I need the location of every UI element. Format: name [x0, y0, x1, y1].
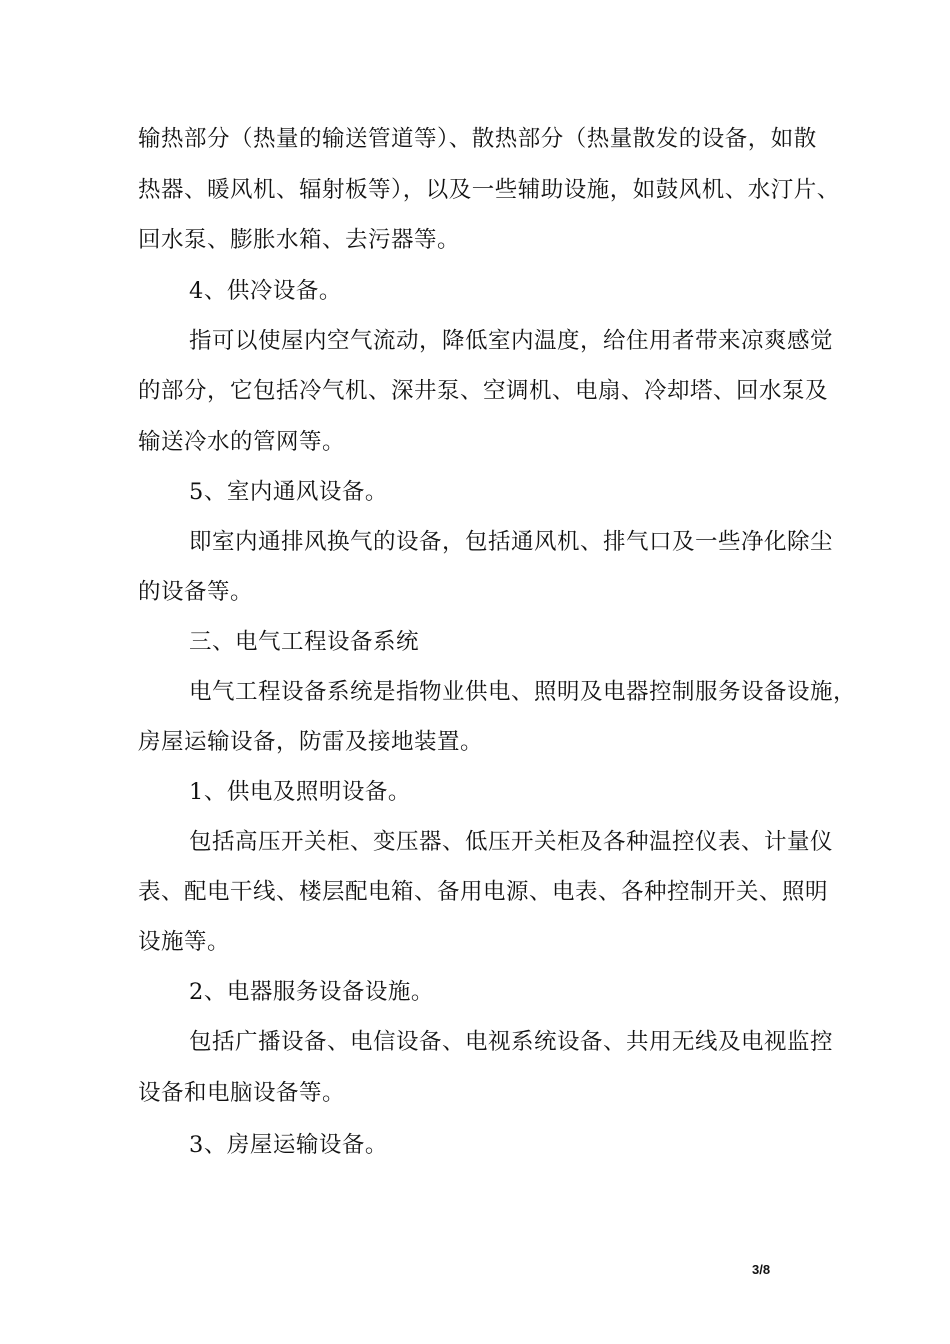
body-line: 输送冷水的管网等。 — [138, 429, 346, 455]
section-heading: 5、室内通风设备。 — [189, 479, 388, 505]
body-line: 即室内通排风换气的设备，包括通风机、排气口及一些净化除尘 — [189, 529, 834, 555]
body-line: 的设备等。 — [138, 579, 254, 605]
section-heading: 2、电器服务设备设施。 — [189, 979, 434, 1005]
body-line: 的部分，它包括冷气机、深井泵、空调机、电扇、冷却塔、回水泵及 — [138, 378, 829, 404]
section-heading: 3、房屋运输设备。 — [189, 1132, 388, 1158]
section-heading: 1、供电及照明设备。 — [189, 779, 411, 805]
body-line: 包括高压开关柜、变压器、低压开关柜及各种温控仪表、计量仪 — [189, 829, 834, 855]
page-number: 3/8 — [752, 1262, 771, 1277]
chapter-heading: 三、电气工程设备系统 — [189, 629, 420, 655]
body-line: 输热部分（热量的输送管道等）、散热部分（热量散发的设备，如散 — [138, 126, 817, 152]
body-line: 回水泵、膨胀水箱、去污器等。 — [138, 227, 461, 253]
body-line: 指可以使屋内空气流动，降低室内温度，给住用者带来凉爽感觉 — [189, 328, 834, 354]
body-line: 电气工程设备系统是指物业供电、照明及电器控制服务设备设施， — [189, 679, 857, 705]
body-line: 包括广播设备、电信设备、电视系统设备、共用无线及电视监控 — [189, 1029, 834, 1055]
body-line: 表、配电干线、楼层配电箱、备用电源、电表、各种控制开关、照明 — [138, 879, 829, 905]
body-line: 设施等。 — [138, 929, 231, 955]
body-line: 设备和电脑设备等。 — [138, 1080, 346, 1106]
body-line: 热器、暖风机、辐射板等），以及一些辅助设施，如鼓风机、水汀片、 — [138, 177, 840, 203]
body-line: 房屋运输设备，防雷及接地装置。 — [138, 729, 484, 755]
section-heading: 4、供冷设备。 — [189, 278, 342, 304]
